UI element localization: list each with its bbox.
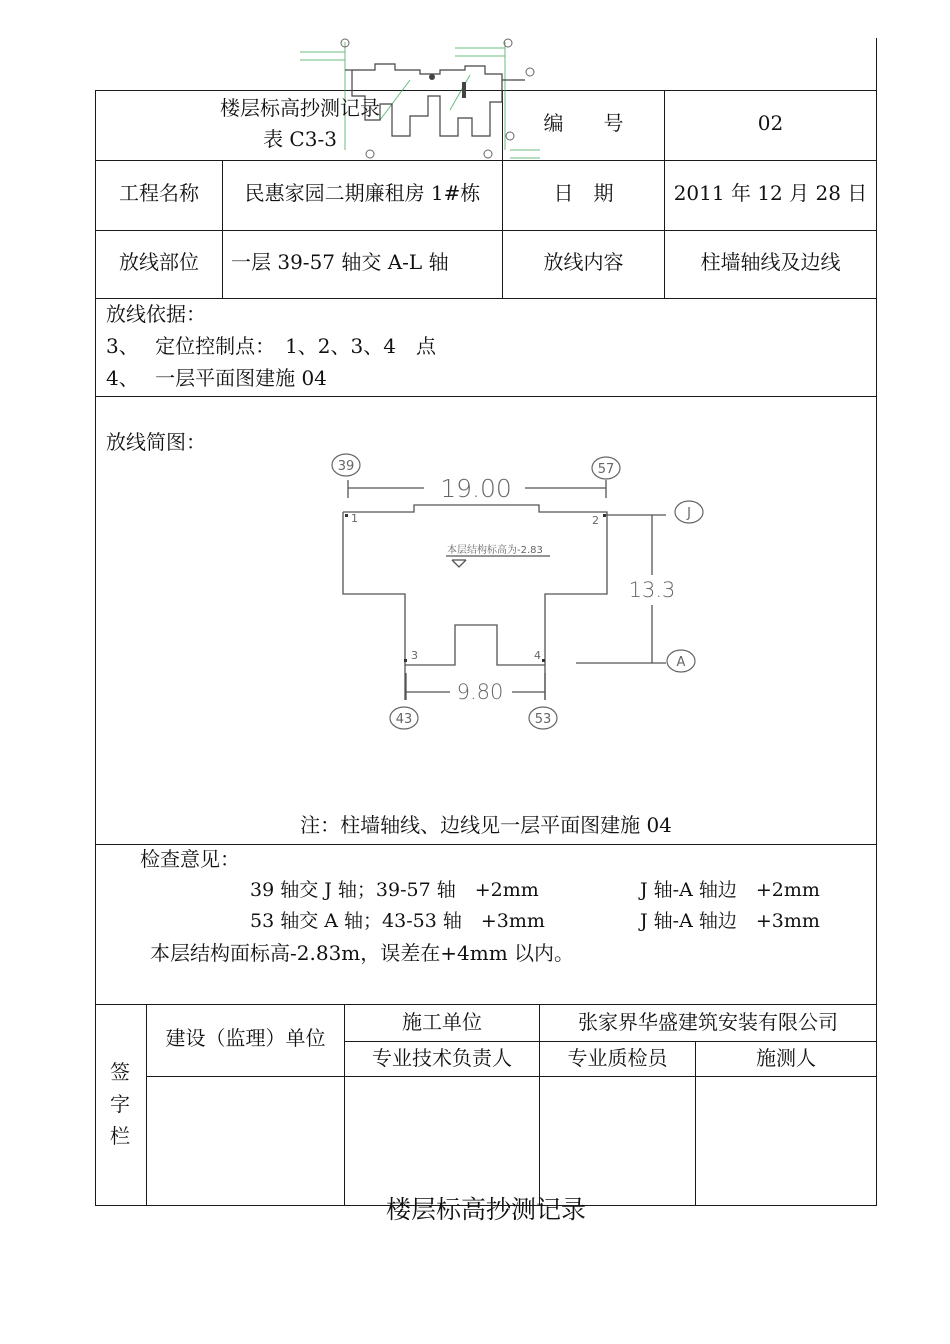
basis-item-drawing: 4、 一层平面图建施 04 xyxy=(106,366,327,390)
sketch-heading: 放线简图： xyxy=(106,430,206,454)
inspection-line-2a: 53 轴交 A 轴；43-53 轴 +3mm xyxy=(250,910,545,932)
axis-label-43: 43 xyxy=(395,712,413,727)
project-name-label: 工程名称 xyxy=(119,181,199,205)
surveyor-label: 施测人 xyxy=(756,1046,816,1070)
form-number: 表 C3-3 xyxy=(263,127,337,151)
axis-label-j: J xyxy=(687,506,691,521)
basis-heading: 放线依据： xyxy=(106,302,206,326)
record-title: 楼层标高抄测记录 xyxy=(220,96,380,120)
layout-content-value: 柱墙轴线及边线 xyxy=(700,250,841,274)
control-point-1: 1 xyxy=(351,512,358,525)
inspection-line-1b: J 轴-A 轴边 +2mm xyxy=(640,879,820,901)
project-name-value: 民惠家园二期廉租房 1#栋 xyxy=(244,181,481,205)
inspection-line-2b: J 轴-A 轴边 +3mm xyxy=(640,910,820,932)
footer-title: 楼层标高抄测记录 xyxy=(385,1195,586,1224)
date-value: 2011 年 12 月 28 日 xyxy=(673,181,868,205)
construction-unit-label: 施工单位 xyxy=(402,1010,482,1034)
date-label: 日 期 xyxy=(553,181,614,205)
dimension-depth: 13.3 xyxy=(628,578,676,602)
axis-label-53: 53 xyxy=(534,712,552,727)
inspection-heading: 检查意见： xyxy=(140,847,240,871)
tech-lead-label: 专业技术负责人 xyxy=(372,1046,512,1070)
inspection-conclusion: 本层结构面标高-2.83m，误差在+4mm 以内。 xyxy=(150,941,575,965)
quality-inspector-label: 专业质检员 xyxy=(567,1046,668,1070)
control-point-3: 3 xyxy=(411,649,418,662)
elevation-note: 本层结构标高为-2.83 xyxy=(447,545,543,556)
sketch-note: 注：柱墙轴线、边线见一层平面图建施 04 xyxy=(300,813,672,837)
signature-label: 签字栏 xyxy=(110,1060,130,1148)
inspection-line-1a: 39 轴交 J 轴；39-57 轴 +2mm xyxy=(250,879,539,901)
number-value: 02 xyxy=(757,111,784,135)
client-unit-label: 建设（监理）单位 xyxy=(165,1026,326,1050)
layout-part-value: 一层 39-57 轴交 A-L 轴 xyxy=(231,250,449,274)
control-point-4: 4 xyxy=(534,649,541,662)
dimension-width: 19.00 xyxy=(440,474,512,503)
axis-label-a: A xyxy=(676,655,686,670)
company-name: 张家界华盛建筑安装有限公司 xyxy=(578,1010,838,1034)
axis-label-57: 57 xyxy=(597,462,615,477)
basis-item-control-points: 3、 定位控制点： 1、2、3、4 点 xyxy=(106,334,436,358)
layout-content-label: 放线内容 xyxy=(543,250,624,274)
dimension-bottom: 9.80 xyxy=(456,680,504,704)
control-point-2: 2 xyxy=(592,514,599,527)
number-label: 编 号 xyxy=(543,111,624,135)
layout-part-label: 放线部位 xyxy=(119,250,199,274)
axis-label-39: 39 xyxy=(337,459,355,474)
